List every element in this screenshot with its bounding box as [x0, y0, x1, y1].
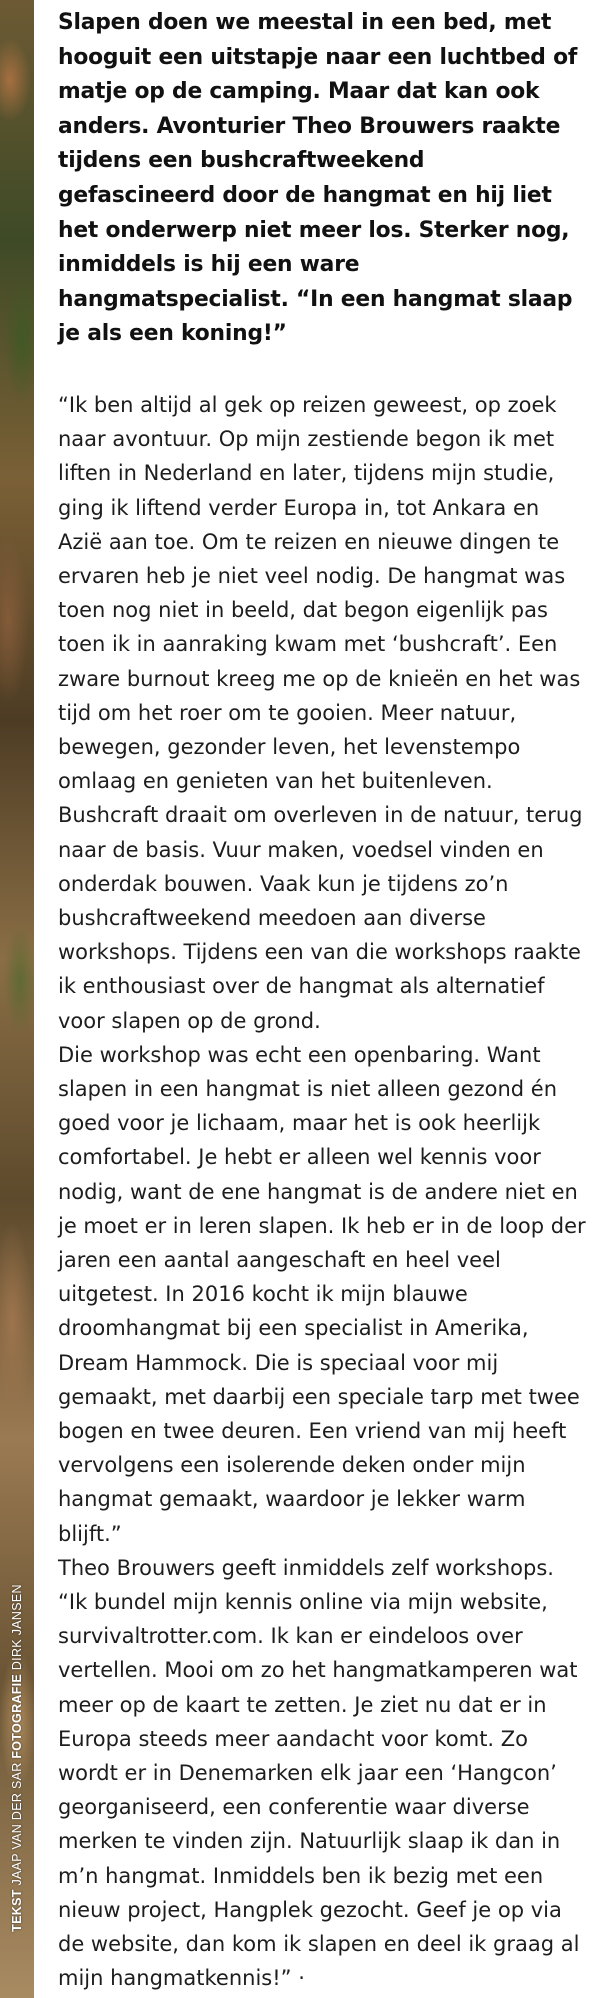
credit-text-label: TEKST	[10, 1889, 25, 1932]
photo-credit	[6, 1548, 28, 1968]
body-paragraph: Die workshop was echt een openbaring. Want slapen in een hangmat is niet alleen gezond én goed voor je lichaam, maar het is ook heerlijk comfortabel. Je hebt er alleen wel kennis voor nodig, want de ene hangmat is de andere niet en je moet er in leren slapen. Ik heb er in de loop der jaren een aantal aangeschaft en heel veel uitgetest. In 2016 kocht ik mijn blauwe droomhangmat bij een specialist in Amerika, Dream Hammock. Die is speciaal voor mij gemaakt, met daarbij een speciale tarp met twee bogen en twee deuren. Een vriend van mij heeft vervolgens een isolerende deken onder mijn hangmat gemaakt, waardoor je lekker warm blijft.”	[58, 1042, 586, 1546]
body-paragraph: Theo Brouwers geeft inmiddels zelf workshops. “Ik bundel mijn kennis online via mijn website, survivaltrotter.com. Ik kan er eindeloos over vertellen. Mooi om zo het hangmatkamperen wat meer op de kaart te zetten. Je ziet nu dat er in Europa steeds meer aandacht voor komt. Zo wordt er in Denemarken elk jaar een ‘Hangcon’ georganiseerd, een conferentie waar diverse merken te vinden zijn. Natuurlijk slaap ik dan in m’n hangmat. Inmiddels ben ik bezig met een nieuw project, Hangplek gezocht. Geef je op via de website, dan kom ik slapen en deel ik graag al mijn hangmatkennis!” ·	[58, 1555, 580, 1991]
body-paragraph: “Ik ben altijd al gek op reizen geweest, op zoek naar avontuur. Op mijn zestiende begon ik met liften in Nederland en later, tijdens mijn studie, ging ik liftend verder Europa in, tot Ankara en Azië aan toe. Om te reizen en nieuwe dingen te ervaren heb je niet veel nodig. De hangmat was toen nog niet in beeld, dat begon eigenlijk pas toen ik in aanraking kwam met ‘bushcraft’. Een zware burnout kreeg me op de knieën en het was tijd om het roer om te gooien. Meer natuur, bewegen, gezonder leven, het levenstempo omlaag en genieten van het buitenleven. Bushcraft draait om overleven in de natuur, terug naar de basis. Vuur maken, voedsel vinden en onderdak bouwen. Vaak kun je tijdens zo’n bushcraftweekend meedoen aan diverse workshops. Tijdens een van die workshops raakte ik enthousiast over de hangmat als alternatief voor slapen op de grond.	[58, 392, 583, 1033]
article-intro: Slapen doen we meestal in een bed, met hooguit een uitstapje naar een luchtbed of matje op de camping. Maar dat kan ook anders. Avonturier Theo Brouwers raakte tijdens een bushcraftweekend gefascineerd door de hangmat en hij liet het onderwerp niet meer los. Sterker nog, inmiddels is hij een ware hangmatspecialist. “In een hangmat slaap je als een koning!”	[58, 10, 578, 347]
forest-photo-strip	[0, 0, 34, 1998]
credit-text-name: JAAP VAN DER SAR	[10, 1762, 25, 1886]
credit-photo-name: DIRK JANSEN	[10, 1584, 25, 1671]
article	[58, 6, 588, 1995]
article-body	[58, 388, 588, 1996]
credit-line	[10, 1584, 24, 1932]
credit-photo-label: FOTOGRAFIE	[10, 1673, 25, 1759]
